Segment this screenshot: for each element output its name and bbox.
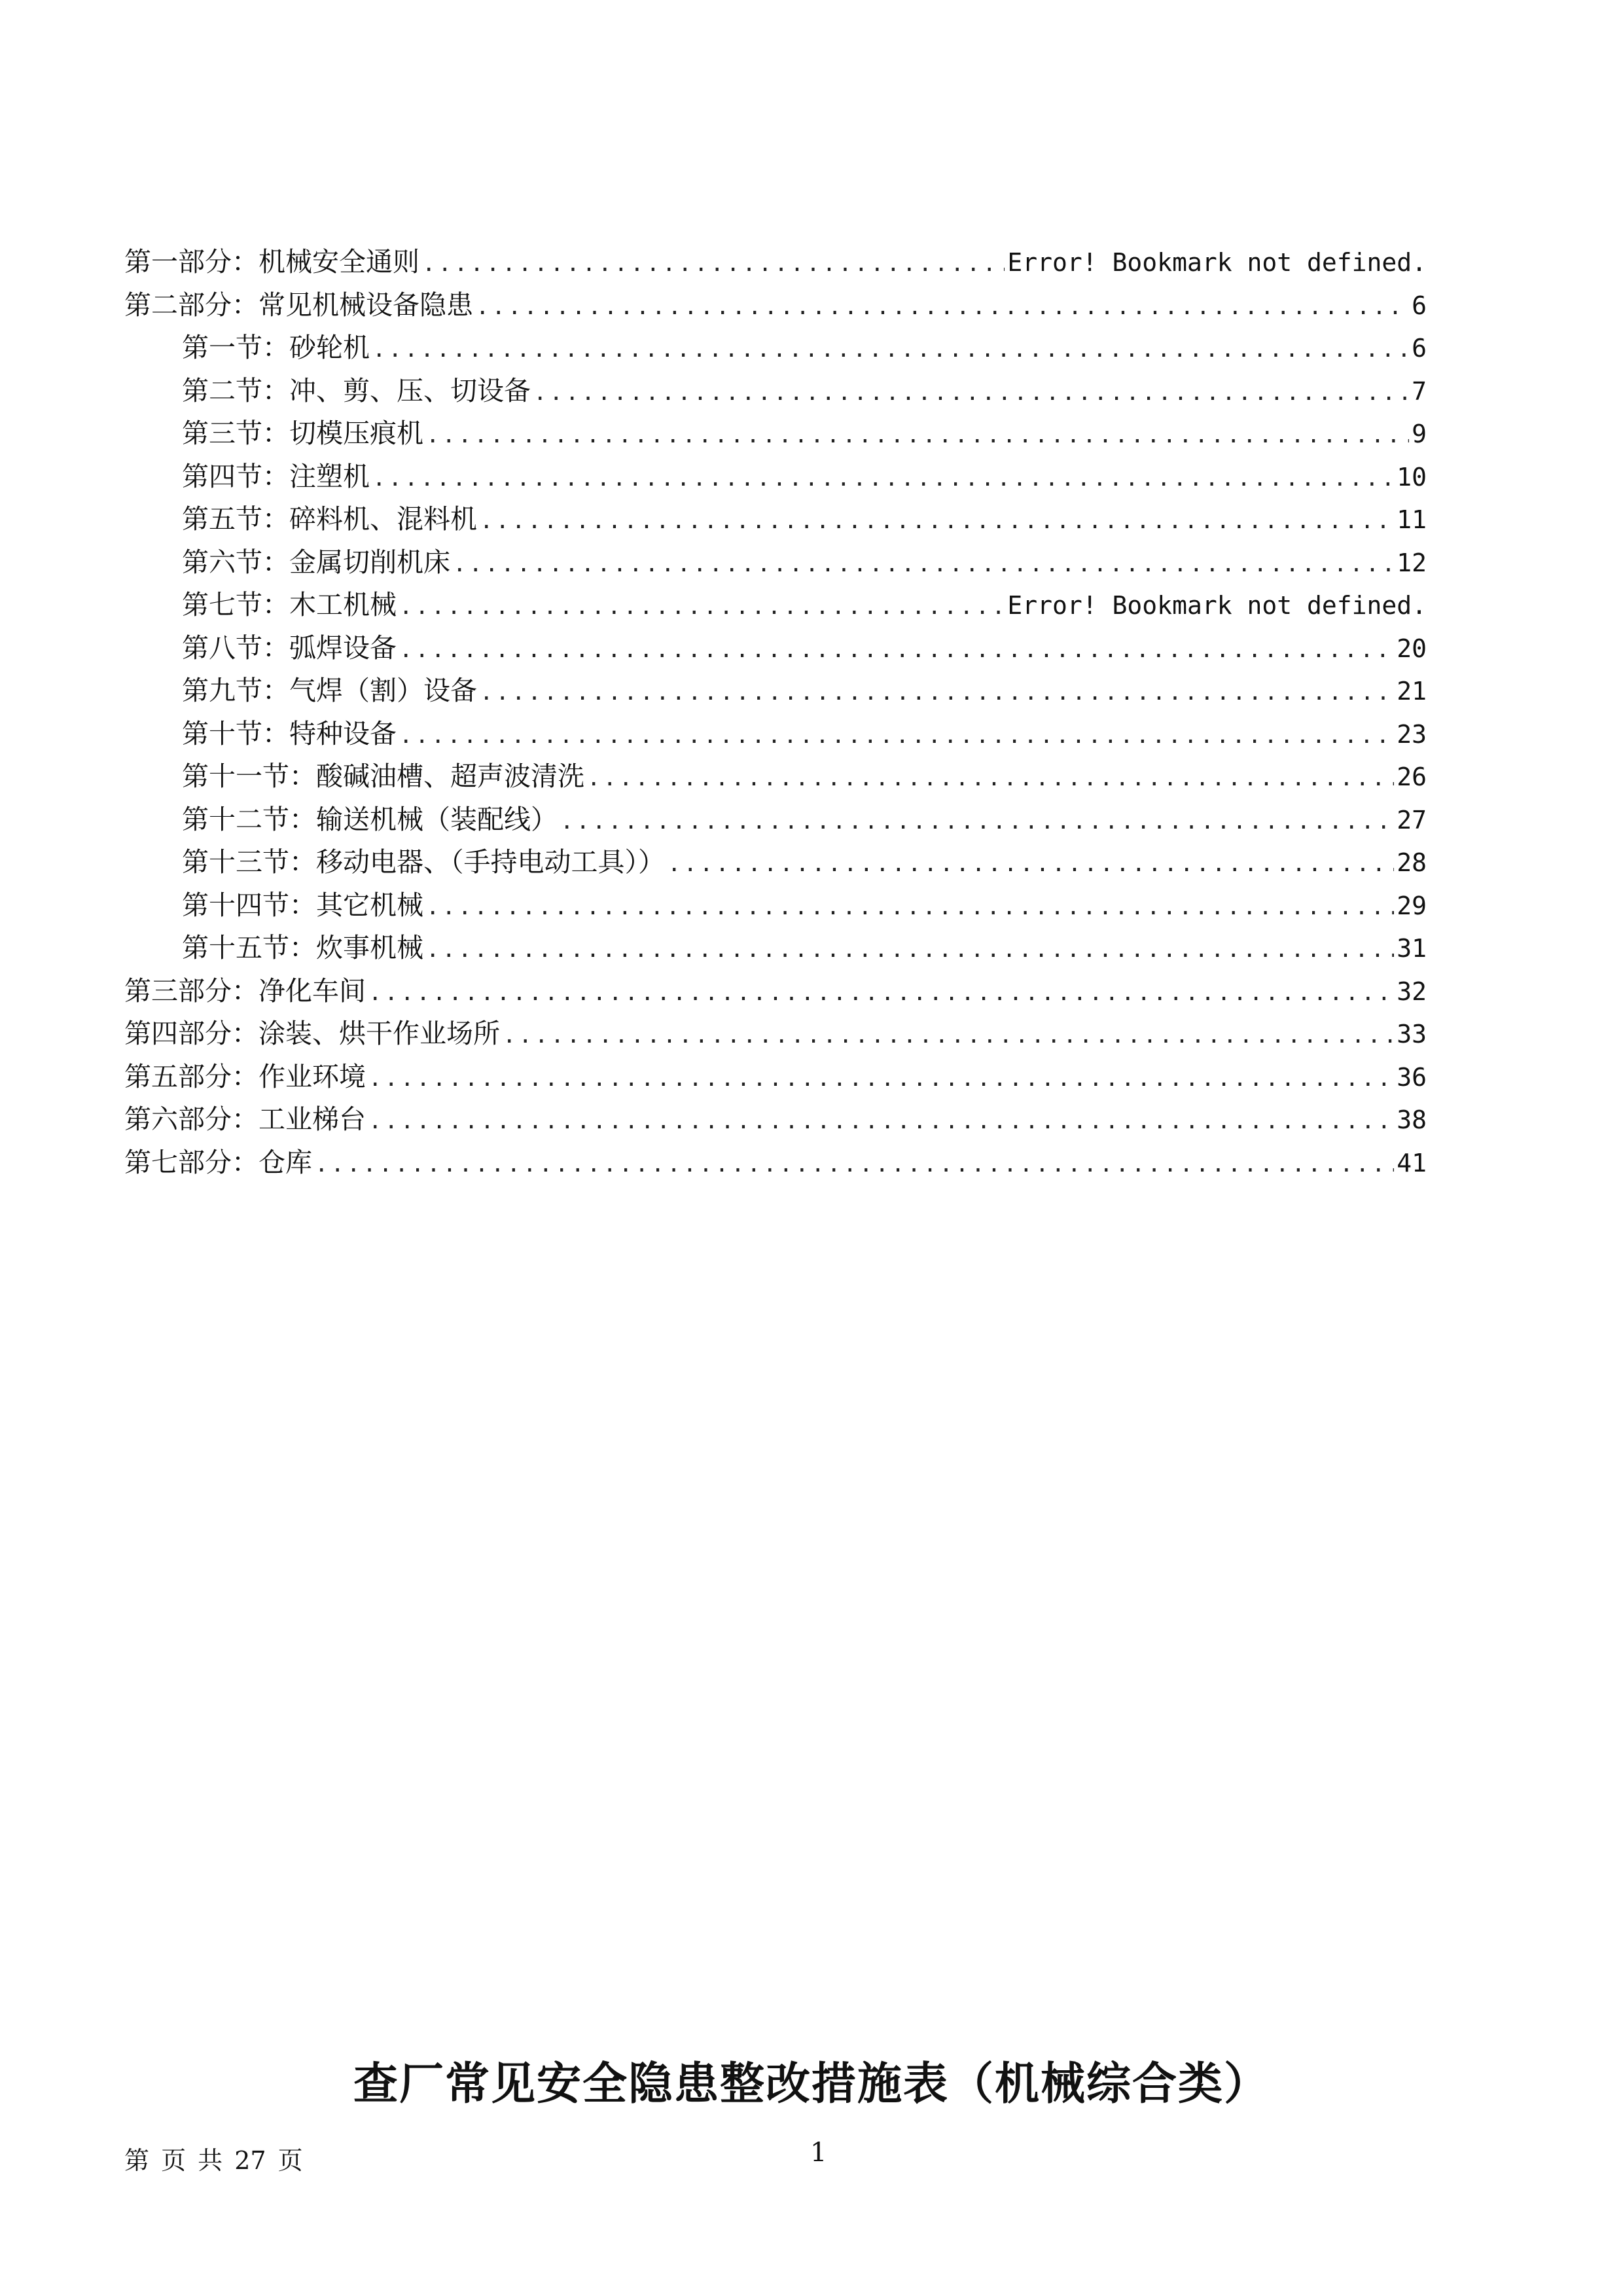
toc-entry-title: 第二节：冲、剪、压、切设备 [182,374,531,406]
toc-entry-title: 第六节：金属切削机床 [182,546,450,578]
toc-dot-leader [453,543,1394,586]
toc-entry-page: 11 [1397,505,1427,534]
toc-dot-leader [315,1143,1394,1187]
toc-entry-page: 41 [1397,1148,1427,1177]
document-title: 查厂常见安全隐患整改措施表（机械综合类） [353,2058,1270,2110]
toc-entry-title: 第二部分：常见机械设备隐患 [124,289,473,321]
toc-entry[interactable] [124,412,1427,456]
toc-dot-leader [533,372,1409,415]
toc-entry-title: 第八节：弧焊设备 [182,632,397,664]
toc-entry-page: 36 [1397,1062,1427,1092]
toc-dot-leader [368,1100,1394,1143]
toc-entry[interactable] [124,927,1427,970]
toc-entry-page: 10 [1397,462,1427,492]
toc-dot-leader [503,1014,1394,1058]
toc-entry-title: 第十节：特种设备 [182,717,397,749]
toc-dot-leader [399,586,1005,629]
toc-entry-title: 第十一节：酸碱油槽、超声波清洗 [182,761,584,792]
toc-entry-title: 第四节：注塑机 [182,460,370,492]
toc-entry-page: 9 [1412,420,1427,448]
toc-entry-page: 21 [1397,677,1427,706]
toc-entry-title: 第七节：木工机械 [182,589,397,620]
toc-entry-title: 第五部分：作业环境 [124,1060,366,1092]
toc-entry-title: 第三部分：净化车间 [124,975,366,1007]
toc-entry-title: 第一节：砂轮机 [182,332,370,363]
toc-dot-leader [399,629,1394,672]
toc-entry-page: 20 [1397,634,1427,663]
toc-entry[interactable] [124,713,1427,756]
toc-entry-page: 26 [1397,762,1427,791]
toc-dot-leader [480,500,1394,543]
table-of-contents [124,241,1427,1184]
toc-entry[interactable] [124,284,1427,327]
toc-entry[interactable] [124,541,1427,584]
toc-entry[interactable] [124,241,1427,284]
toc-entry[interactable] [124,584,1427,627]
toc-entry[interactable] [124,755,1427,798]
toc-entry[interactable] [124,1013,1427,1056]
toc-entry[interactable] [124,798,1427,842]
toc-entry-page: 29 [1397,891,1427,920]
toc-dot-leader [426,886,1394,929]
toc-entry-page: Error! Bookmark not defined. [1007,248,1427,277]
toc-entry[interactable] [124,884,1427,927]
toc-dot-leader [372,329,1409,372]
toc-entry-title: 第一部分：机械安全通则 [124,246,419,278]
toc-entry-title: 第四部分：涂装、烘干作业场所 [124,1018,500,1049]
toc-entry-page: 28 [1397,848,1427,877]
toc-entry[interactable] [124,327,1427,370]
toc-dot-leader [422,243,1005,286]
toc-dot-leader [426,414,1409,457]
toc-entry[interactable] [124,627,1427,670]
toc-entry-page: 12 [1397,548,1427,577]
toc-entry[interactable] [124,456,1427,499]
toc-entry[interactable] [124,1141,1427,1185]
toc-dot-leader [399,715,1394,758]
toc-entry-title: 第十五节：炊事机械 [182,932,423,963]
toc-entry-title: 第十四节：其它机械 [182,889,423,921]
toc-entry[interactable] [124,841,1427,884]
toc-entry[interactable] [124,1098,1427,1141]
toc-entry-title: 第五节：碎料机、混料机 [182,503,477,535]
toc-dot-leader [587,757,1394,800]
toc-entry-title: 第三节：切模压痕机 [182,418,423,449]
toc-entry[interactable] [124,1056,1427,1099]
toc-entry[interactable] [124,370,1427,413]
toc-entry-page: 6 [1412,334,1427,363]
toc-entry-title: 第七部分：仓库 [124,1146,312,1178]
toc-dot-leader [668,843,1394,886]
toc-entry-page: 38 [1397,1105,1427,1134]
toc-entry-page: 33 [1397,1020,1427,1049]
toc-entry-title: 第十二节：输送机械（装配线） [182,803,558,835]
footer-page-number: 1 [810,2138,827,2168]
footer-page-info: 第 页 共 27 页 [124,2146,303,2175]
toc-entry-page: 31 [1397,934,1427,963]
toc-entry-page: 6 [1412,291,1427,320]
toc-dot-leader [480,672,1394,715]
toc-dot-leader [560,800,1394,844]
toc-entry-page: 7 [1412,376,1427,406]
toc-entry-title: 第九节：气焊（割）设备 [182,675,477,706]
toc-dot-leader [368,1058,1394,1101]
toc-entry-title: 第六部分：工业梯台 [124,1103,366,1135]
toc-dot-leader [476,286,1409,329]
toc-entry-page: 27 [1397,805,1427,834]
toc-entry-page: 32 [1397,977,1427,1006]
toc-dot-leader [426,929,1394,972]
toc-entry[interactable] [124,498,1427,541]
toc-entry[interactable] [124,970,1427,1013]
toc-dot-leader [368,972,1394,1015]
toc-entry-title: 第十三节：移动电器、（手持电动工具）） [182,846,665,878]
toc-entry-page: 23 [1397,719,1427,749]
toc-entry[interactable] [124,670,1427,713]
toc-entry-page: Error! Bookmark not defined. [1007,591,1427,620]
toc-dot-leader [372,457,1394,501]
